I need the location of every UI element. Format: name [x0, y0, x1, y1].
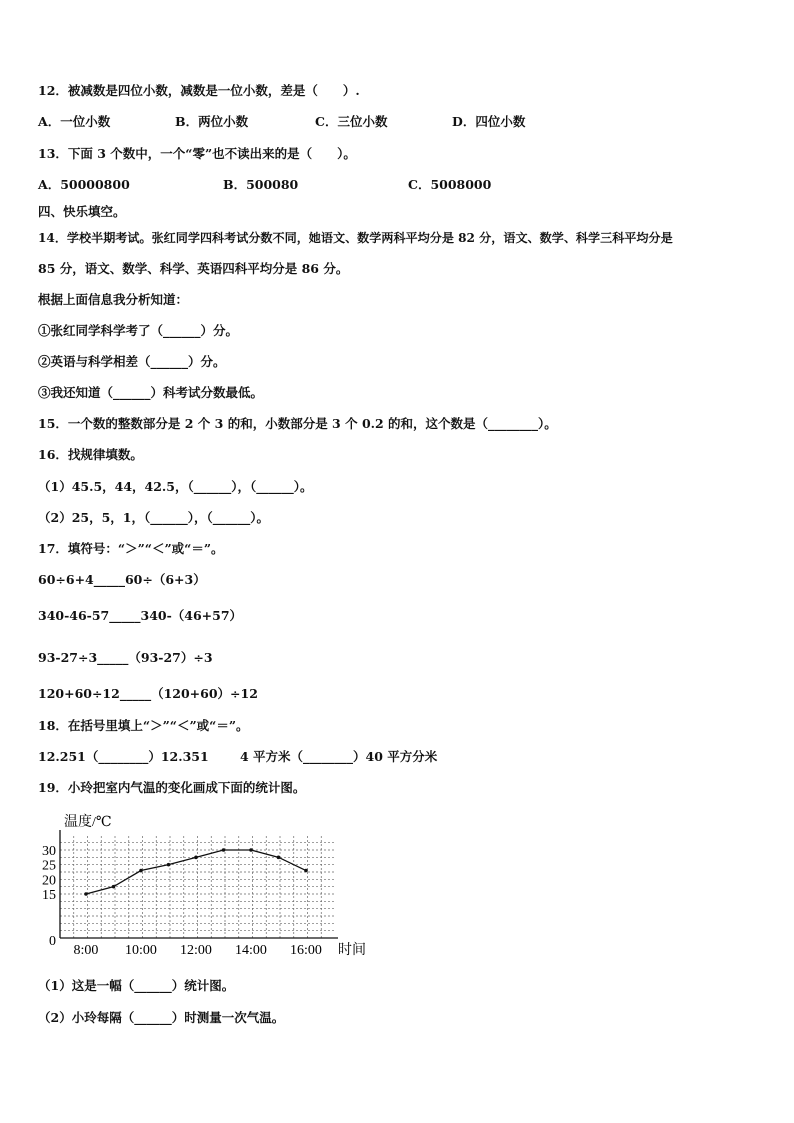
- data-point: [194, 856, 198, 860]
- x-tick-label: 14:00: [235, 943, 267, 958]
- option-a: A．50000800: [38, 177, 130, 192]
- question-17-item-1: 60÷6+4_____60÷（6+3）: [38, 572, 206, 587]
- data-point: [249, 848, 253, 852]
- question-14-item-3: ③我还知道（______）科考试分数最低。: [38, 385, 264, 400]
- option-c: C．三位小数: [315, 114, 388, 129]
- y-tick-label: 25: [42, 858, 56, 874]
- question-19-item-1: （1）这是一幅（______）统计图。: [38, 978, 235, 993]
- option-d: D．四位小数: [452, 114, 526, 129]
- question-17-item-3: 93-27÷3_____（93-27）÷3: [38, 650, 213, 665]
- data-point: [277, 856, 281, 860]
- data-point: [167, 863, 171, 867]
- data-point: [139, 869, 143, 873]
- question-18-item-1: 12.251（________）12.351: [38, 749, 209, 764]
- option-b: B．两位小数: [175, 114, 249, 129]
- y-tick-label: 30: [42, 844, 56, 859]
- question-14-item-1: ①张红同学科学考了（______）分。: [38, 323, 239, 338]
- option-a: A．一位小数: [38, 114, 111, 129]
- section-heading: 四、快乐填空。: [38, 204, 126, 219]
- x-tick-label: 8:00: [73, 943, 99, 958]
- question-14-line2: 85 分，语文、数学、科学、英语四科平均分是 86 分。: [38, 261, 349, 276]
- question-17-item-4: 120+60÷12_____（120+60）÷12: [38, 686, 258, 701]
- question-18: 18．在括号里填上“＞”“＜”或“＝”。: [38, 718, 249, 733]
- question-14-intro: 根据上面信息我分析知道：: [38, 292, 189, 307]
- question-14-line1: 14．学校半期考试。张红同学四科考试分数不同，她语文、数学两科平均分是 82 分，语文、数学、科学三科平均分是: [38, 231, 673, 245]
- question-18-items: [38, 749, 738, 765]
- y-axis-label: 温度/℃: [64, 815, 112, 830]
- data-point: [84, 892, 88, 896]
- question-17-item-2: 340-46-57_____340-（46+57）: [38, 608, 243, 623]
- y-tick-label: 0: [49, 934, 56, 949]
- question-12: 12．被减数是四位小数，减数是一位小数，差是（ ）.: [38, 83, 360, 98]
- chart-grid: [60, 836, 334, 938]
- question-18-item-2: 4 平方米（________）40 平方分米: [240, 749, 438, 764]
- data-point: [112, 885, 116, 889]
- option-b: B．500080: [223, 177, 299, 192]
- y-tick-label: 20: [42, 873, 56, 889]
- question-13-options: [38, 177, 738, 193]
- chart-axes: [60, 830, 338, 938]
- option-c: C．5008000: [408, 177, 492, 192]
- x-tick-label: 10:00: [125, 943, 157, 958]
- question-19: 19．小玲把室内气温的变化画成下面的统计图。: [38, 780, 306, 795]
- question-12-options: [38, 114, 738, 130]
- x-axis-label: 时间: [338, 943, 366, 958]
- question-14-item-2: ②英语与科学相差（______）分。: [38, 354, 226, 369]
- temperature-line-chart: [40, 808, 380, 963]
- x-tick-label: 12:00: [180, 943, 212, 958]
- x-tick-label: 16:00: [290, 943, 322, 958]
- question-15: 15．一个数的整数部分是 2 个 3 的和，小数部分是 3 个 0.2 的和，这个数是（________）。: [38, 416, 557, 431]
- question-16: 16．找规律填数。: [38, 447, 143, 462]
- question-16-item-2: （2）25，5，1，（______），（______）。: [38, 510, 269, 525]
- question-19-item-2: （2）小玲每隔（______）时测量一次气温。: [38, 1010, 285, 1025]
- y-tick-label: 15: [42, 888, 56, 903]
- data-point: [304, 869, 308, 873]
- data-point: [222, 848, 226, 852]
- question-17: 17．填符号：“＞”“＜”或“＝”。: [38, 541, 224, 556]
- question-16-item-1: （1）45.5，44，42.5，（______），（______）。: [38, 479, 313, 494]
- question-13: 13．下面 3 个数中，一个“零”也不读出来的是（ ）。: [38, 146, 356, 161]
